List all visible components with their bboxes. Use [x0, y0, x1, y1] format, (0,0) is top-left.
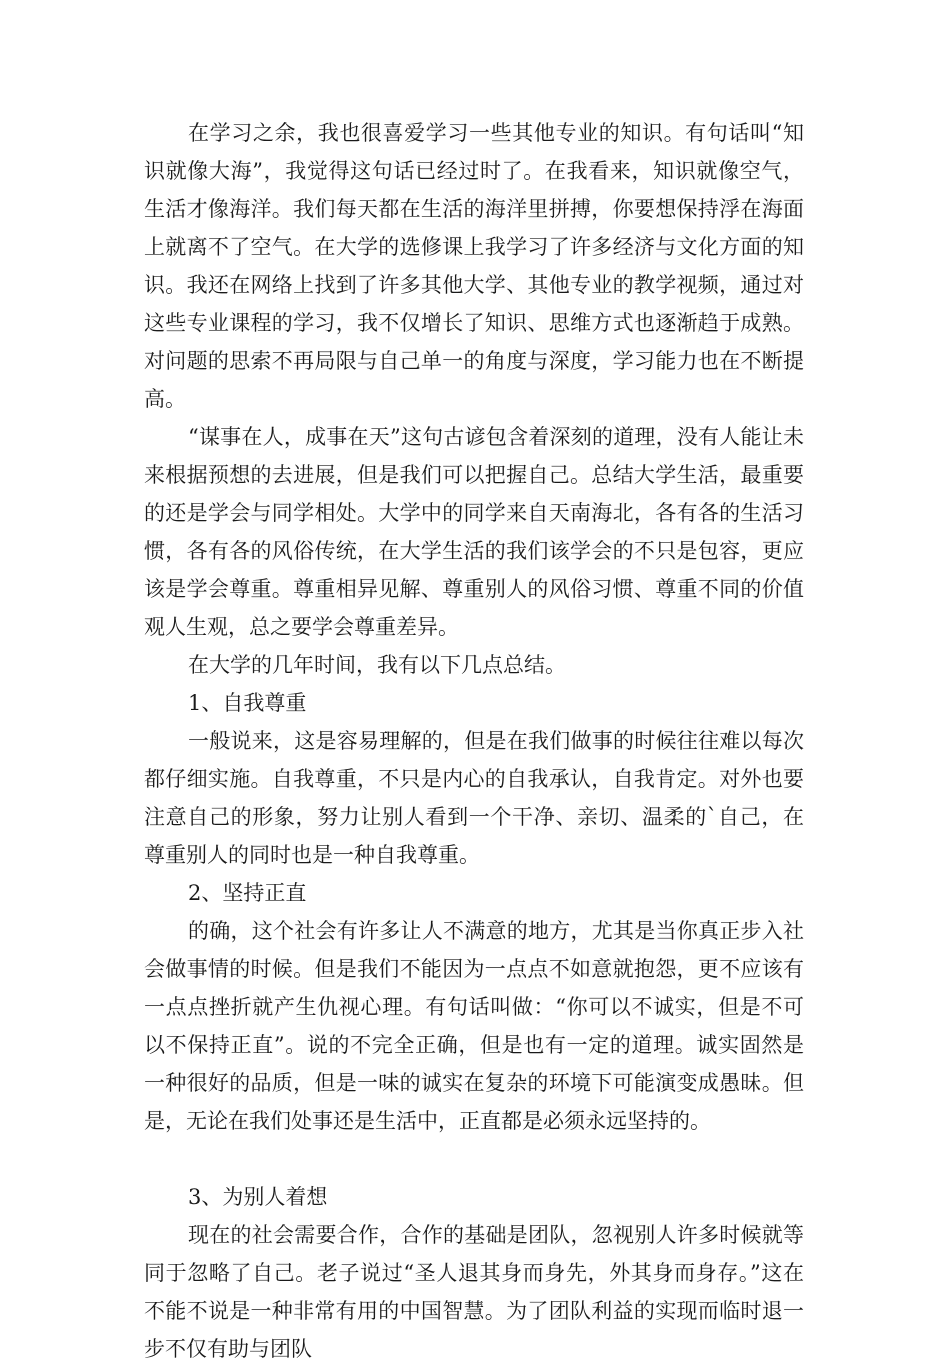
document-body: [144, 114, 804, 1368]
paragraph-respect-classmates: “谋事在人，成事在天”这句古谚包含着深刻的道理，没有人能让未来根据预想的去进展，但是我们可以把握自己。总结大学生活，最重要的还是学会与同学相处。大学中的同学来自天南海北，各有各的生活习惯，各有各的风俗传统，在大学生活的我们该学会的不只是包容，更应该是学会尊重。尊重相异见解、尊重别人的风俗习惯、尊重不同的价值观人生观，总之要学会尊重差异。: [144, 425, 804, 639]
paragraph-integrity: 的确，这个社会有许多让人不满意的地方，尤其是当你真正步入社会做事情的时候。但是我们不能因为一点点不如意就抱怨，更不应该有一点点挫折就产生仇视心理。有句话叫做：“你可以不诚实，但是不可以不保持正直”。说的不完全正确，但是也有一定的道理。诚实固然是一种很好的品质，但是一味的诚实在复杂的环境下可能演变成愚昧。但是，无论在我们处事还是生活中，正直都是必须永远坚持的。: [144, 919, 804, 1133]
heading-consider-others: 3、为别人着想: [188, 1185, 328, 1209]
paragraph-summary-intro: 在大学的几年时间，我有以下几点总结。: [188, 653, 566, 677]
paragraph-self-respect: 一般说来，这是容易理解的，但是在我们做事的时候往往难以每次都仔细实施。自我尊重，不只是内心的自我承认，自我肯定。对外也要注意自己的形象，努力让别人看到一个干净、亲切、温柔的`自己，在尊重别人的同时也是一种自我尊重。: [144, 729, 804, 867]
heading-integrity: 2、坚持正直: [188, 881, 307, 905]
paragraph-gap: [144, 1140, 804, 1178]
paragraph-knowledge: 在学习之余，我也很喜爱学习一些其他专业的知识。有句话叫“知识就像大海”，我觉得这句话已经过时了。在我看来，知识就像空气，生活才像海洋。我们每天都在生活的海洋里拼搏，你要想保持浮在海面上就离不了空气。在大学的选修课上我学习了许多经济与文化方面的知识。我还在网络上找到了许多其他大学、其他专业的教学视频，通过对这些专业课程的学习，我不仅增长了知识、思维方式也逐渐趋于成熟。对问题的思索不再局限与自己单一的角度与深度，学习能力也在不断提高。: [144, 121, 804, 411]
heading-self-respect: 1、自我尊重: [188, 691, 307, 715]
paragraph-consider-others: 现在的社会需要合作，合作的基础是团队，忽视别人许多时候就等同于忽略了自己。老子说过“圣人退其身而身先，外其身而身存。”这在不能不说是一种非常有用的中国智慧。为了团队利益的实现而临时退一步不仅有助与团队: [144, 1223, 804, 1361]
